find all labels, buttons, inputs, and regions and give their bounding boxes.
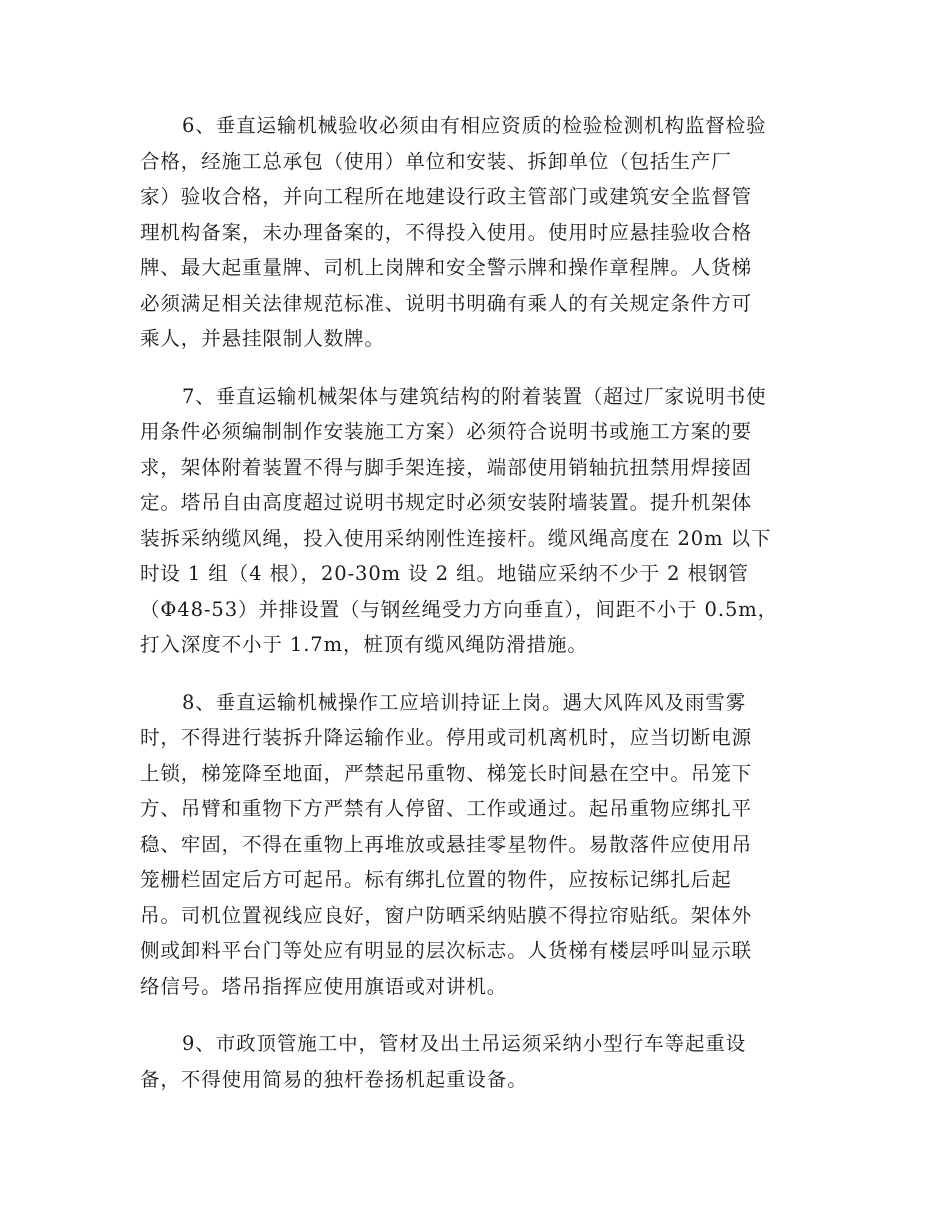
paragraph-7	[140, 379, 810, 663]
text-line: 吊。司机位置视线应良好，窗户防晒采纳贴膜不得拉帘贴纸。架体外	[140, 903, 753, 927]
text-line: 家）验收合格，并向工程所在地建设行政主管部门或建筑安全监督管	[140, 185, 753, 208]
text-line: 装拆采纳缆风绳，投入使用采纳刚性连接杆。缆风绳高度在 20m 以下	[140, 526, 772, 550]
text-line: 必须满足相关法律规范标准、说明书明确有乘人的有关规定条件方可	[140, 291, 753, 315]
text-line: 7、垂直运输机械架体与建筑结构的附着装置（超过厂家说明书使	[182, 384, 767, 408]
text-line: 侧或卸料平台门等处应有明显的层次标志。人货梯有楼层呼叫显示联	[140, 939, 753, 962]
text-line: 乘人，并悬挂限制人数牌。	[140, 327, 385, 350]
text-line: （Φ48-53）并排设置（与钢丝绳受力方向垂直），间距不小于 0.5m，	[140, 597, 779, 621]
text-line: 9、市政顶管施工中，管材及出土吊运须采纳小型行车等起重设	[182, 1032, 747, 1055]
text-line: 时，不得进行装拆升降运输作业。停用或司机离机时，应当切断电源	[140, 726, 753, 749]
text-line: 求，架体附着装置不得与脚手架连接，端部使用销轴抗扭禁用焊接固	[140, 455, 753, 479]
paragraph-6	[140, 108, 810, 357]
document-body	[140, 108, 810, 1119]
text-line: 时设 1 组（4 根），20-30m 设 2 组。地锚应采纳不少于 2 根钢管	[140, 562, 749, 585]
text-line: 理机构备案，未办理备案的，不得投入使用。使用时应悬挂验收合格	[140, 220, 753, 244]
text-line: 定。塔吊自由高度超过说明书规定时必须安装附墙装置。提升机架体	[140, 491, 753, 514]
text-line: 方、吊臂和重物下方严禁有人停留、工作或通过。起吊重物应绑扎平	[140, 797, 753, 820]
text-line: 牌、最大起重量牌、司机上岗牌和安全警示牌和操作章程牌。人货梯	[140, 256, 753, 279]
paragraph-8	[140, 685, 810, 1005]
text-line: 笼栅栏固定后方可起吊。标有绑扎位置的物件，应按标记绑扎后起	[140, 868, 732, 891]
text-line: 用条件必须编制制作安装施工方案）必须符合说明书或施工方案的要	[140, 420, 753, 443]
paragraph-9	[140, 1026, 810, 1097]
text-line: 8、垂直运输机械操作工应培训持证上岗。遇大风阵风及雨雪雾	[182, 690, 747, 714]
text-line: 6、垂直运输机械验收必须由有相应资质的检验检测机构监督检验	[182, 114, 767, 137]
text-line: 络信号。塔吊指挥应使用旗语或对讲机。	[140, 974, 508, 998]
text-line: 备，不得使用简易的独杆卷扬机起重设备。	[140, 1067, 528, 1091]
text-line: 合格，经施工总承包（使用）单位和安装、拆卸单位（包括生产厂	[140, 149, 732, 173]
text-line: 打入深度不小于 1.7m，桩顶有缆风绳防滑措施。	[140, 633, 588, 656]
text-line: 上锁，梯笼降至地面，严禁起吊重物、梯笼长时间悬在空中。吊笼下	[140, 761, 753, 785]
text-line: 稳、牢固，不得在重物上再堆放或悬挂零星物件。易散落件应使用吊	[140, 832, 753, 856]
